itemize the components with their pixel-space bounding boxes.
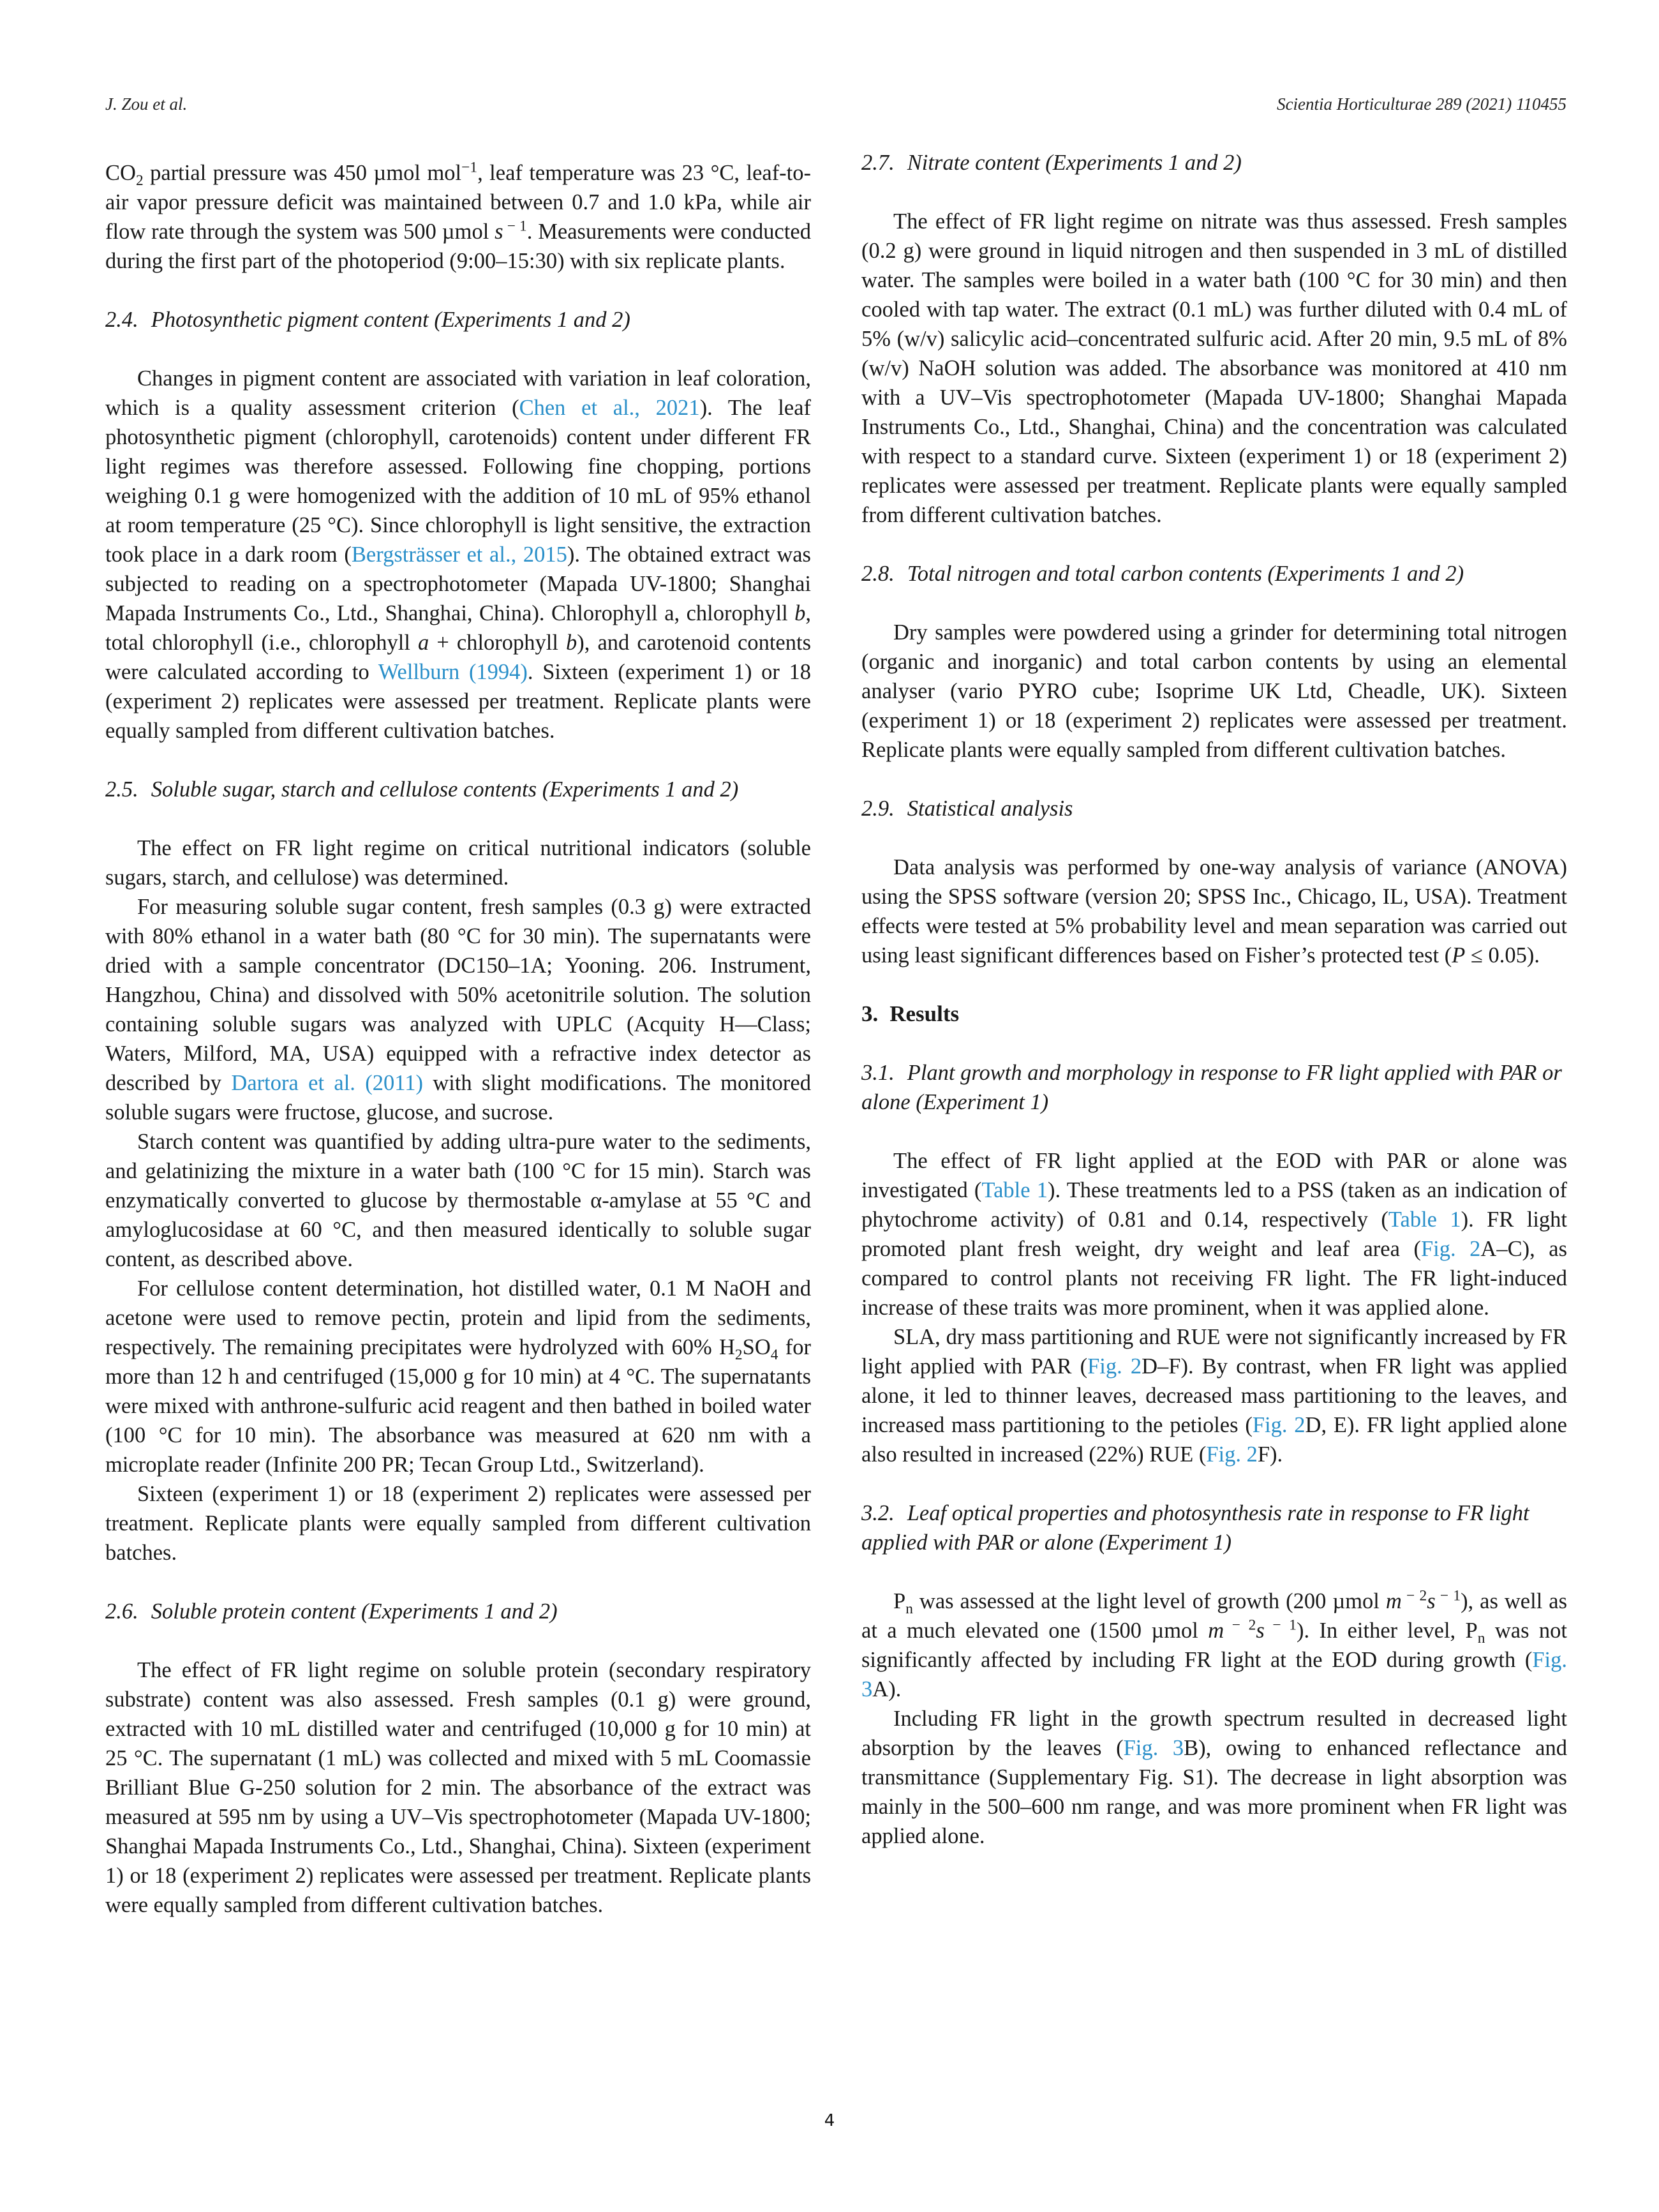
section-title: Nitrate content (Experiments 1 and 2) xyxy=(907,151,1242,175)
section-heading-2-6 xyxy=(105,1597,811,1626)
table-link[interactable]: Table 1 xyxy=(981,1178,1048,1202)
text: The effect of FR light applied at the EOD with PAR or alone was investigated ( xyxy=(861,1149,1567,1202)
section-title: Results xyxy=(889,1001,960,1026)
italic-text: b xyxy=(566,631,577,655)
text: . Measurements were conducted during the first part of the photoperiod (9:00–15:30) with six replicate plants. xyxy=(105,220,811,273)
text: P xyxy=(893,1589,906,1613)
text: D–F). By contrast, when FR light was applied alone, it led to thinner leaves, decreased mass partitioning to the leaves, and increased mass partitioning to the petioles ( xyxy=(861,1354,1567,1437)
text: For cellulose content determination, hot distilled water, 0.1 M NaOH and acetone were used to remove pectin, protein and lipid from the sediments, respectively. The remaining precipitates were hydrolyzed with 60% H xyxy=(105,1276,811,1359)
text: ). The leaf photosynthetic pigment (chlorophyll, carotenoids) content under different FR light regimes was therefore assessed. Following fine chopping, portions weighing 0.1 g were homogenized with the addition of 10 mL of 95% ethanol at room temperature (25 °C). Since chlorophyll is light sensitive, the extraction took place in a dark room ( xyxy=(105,396,812,567)
paragraph: The effect of FR light regime on soluble protein (secondary respiratory substrate) content was also assessed. Fresh samples (0.1 g) were ground, extracted with 10 mL distilled water and centrifuged (10,000 g for 10 min) at 25 °C. The supernatant (1 mL) was collected and mixed with 5 mL Coomassie Brilliant Blue G-250 solution for 2 min. The absorbance of the extract was measured at 595 nm by using a UV–Vis spectrophotometer (Mapada UV-1800; Shanghai Mapada Instruments Co., Ltd., Shanghai, China). Sixteen (experiment 1) or 18 (experiment 2) replicates were assessed per treatment. Replicate plants were equally sampled from different cultivation batches. xyxy=(105,1658,811,1917)
section-number: 2.6. xyxy=(105,1599,138,1624)
superscript: −1 xyxy=(461,159,478,176)
subscript: n xyxy=(905,1600,913,1617)
text: A). xyxy=(872,1677,902,1701)
section-number: 2.9. xyxy=(861,796,895,821)
paragraph xyxy=(105,364,811,745)
superscript: − 1 xyxy=(1435,1587,1461,1604)
text: A–C), as compared to control plants not receiving FR light. The FR light-induced increase of these traits was more prominent, when it was applied alone. xyxy=(861,1237,1568,1320)
paragraph xyxy=(861,1146,1567,1322)
italic-text: s xyxy=(1256,1618,1265,1643)
section-number: 3. xyxy=(861,1001,879,1026)
superscript: − 2 xyxy=(1401,1587,1427,1604)
paragraph xyxy=(861,1587,1567,1704)
subscript: 2 xyxy=(734,1346,743,1363)
text: , total chlorophyll (i.e., chlorophyll xyxy=(105,601,811,655)
paragraph xyxy=(861,1322,1567,1469)
italic-text: m xyxy=(1208,1618,1224,1643)
section-heading-3-1 xyxy=(861,1058,1567,1117)
text: SLA, dry mass partitioning and RUE were not significantly increased by FR light applied with PAR ( xyxy=(861,1325,1567,1379)
left-column xyxy=(105,158,811,1920)
citation-link[interactable]: Chen et al., 2021 xyxy=(519,396,700,420)
running-head-authors: J. Zou et al. xyxy=(105,94,188,114)
text: ), as well as at a much elevated one (1500 µmol xyxy=(861,1589,1567,1643)
citation-link[interactable]: Bergsträsser et al., 2015 xyxy=(351,542,567,567)
section-number: 2.7. xyxy=(861,151,895,175)
section-heading-3 xyxy=(861,999,1567,1029)
italic-text: b xyxy=(794,601,806,625)
text: ≤ 0.05). xyxy=(1465,943,1540,968)
paragraph xyxy=(861,1704,1567,1851)
text: ), and carotenoid contents were calculated according to xyxy=(105,631,811,684)
text: . Sixteen (experiment 1) or 18 (experiment 2) replicates were assessed per treatment. Replicate plants were equally sampled from different cultivation batches. xyxy=(105,660,812,743)
running-head-journal: Scientia Horticulturae 289 (2021) 110455 xyxy=(1277,94,1566,114)
paragraph xyxy=(105,1274,811,1479)
text: for more than 12 h and centrifuged (15,000 g for 10 min) at 4 °C. The supernatants were mixed with anthrone-sulfuric acid reagent and then bathed in boiled water (100 °C for 10 min). The absorbance was measured at 620 nm with a microplate reader (Infinite 200 PR; Tecan Group Ltd., Switzerland). xyxy=(105,1335,811,1477)
text: , leaf temperature was 23 °C, leaf-to-air vapor pressure deficit was maintained between 0.7 and 1.0 kPa, while air flow rate through the system was 500 µmol xyxy=(105,161,811,244)
section-title: Soluble sugar, starch and cellulose contents (Experiments 1 and 2) xyxy=(151,777,739,802)
section-heading-2-7 xyxy=(861,148,1567,177)
paragraph: Starch content was quantified by adding ultra-pure water to the sediments, and gelatinizing the mixture in a water bath (100 °C for 15 min). Starch was enzymatically converted to glucose by thermostable α-amylase at 55 °C and amyloglucosidase at 60 °C, and then measured identically to soluble sugar content, as described above. xyxy=(105,1130,811,1271)
text: ). The obtained extract was subjected to reading on a spectrophotometer (Mapada UV-1800; Shanghai Mapada Instruments Co., Ltd., Shanghai, China). Chlorophyll a, chlorophyll xyxy=(105,542,811,625)
paragraph: Dry samples were powdered using a grinder for determining total nitrogen (organic and inorganic) and total carbon contents by using an elemental analyser (vario PYRO cube; Isoprime UK Ltd, Cheadle, UK). Sixteen (experiment 1) or 18 (experiment 2) replicates were assessed per treatment. Replicate plants were equally sampled from different cultivation batches. xyxy=(861,620,1567,762)
text: Changes in pigment content are associated with variation in leaf coloration, which is a quality assessment criterion ( xyxy=(105,366,811,420)
paragraph xyxy=(105,892,811,1127)
subscript: 4 xyxy=(770,1346,778,1363)
text: + chlorophyll xyxy=(429,631,567,655)
superscript: − 1 xyxy=(1264,1617,1297,1634)
section-title: Leaf optical properties and photosynthesis rate in response to FR light applied with PAR or alone (Experiment 1) xyxy=(861,1501,1529,1555)
italic-text: s xyxy=(495,220,503,244)
text: with slight modifications. The monitored soluble sugars were fructose, glucose, and sucrose. xyxy=(105,1071,811,1125)
right-column xyxy=(861,148,1567,1851)
citation-link[interactable]: Dartora et al. (2011) xyxy=(231,1071,423,1095)
section-number: 3.1. xyxy=(861,1061,895,1085)
paragraph: The effect on FR light regime on critical nutritional indicators (soluble sugars, starch, and cellulose) was determined. xyxy=(105,836,811,890)
citation-link[interactable]: Wellburn (1994) xyxy=(378,660,528,684)
section-title: Statistical analysis xyxy=(907,796,1073,821)
section-heading-2-9 xyxy=(861,794,1567,823)
section-number: 2.8. xyxy=(861,562,895,586)
figure-link[interactable]: Fig. 2 xyxy=(1252,1413,1306,1437)
text: ). FR light promoted plant fresh weight, dry weight and leaf area ( xyxy=(861,1207,1567,1261)
text: ). These treatments led to a PSS (taken as an indication of phytochrome activity) of 0.81 and 0.14, respectively ( xyxy=(861,1178,1567,1232)
figure-link[interactable]: Fig. 3 xyxy=(1123,1736,1184,1760)
italic-text: P xyxy=(1452,943,1466,968)
superscript: − 2 xyxy=(1224,1617,1256,1634)
text: For measuring soluble sugar content, fresh samples (0.3 g) were extracted with 80% ethanol in a water bath (80 °C for 30 min). The supernatants were dried with a sample concentrator (DC150–1A; Yooning. 206. Instrument, Hangzhou, China) and dissolved with 50% acetonitrile solution. The solution containing soluble sugars was analyzed with UPLC (Acquity H—Class; Waters, Milford, MA, USA) equipped with a refractive index detector as described by xyxy=(105,895,811,1095)
section-heading-2-4 xyxy=(105,305,811,334)
text: B), owing to enhanced reflectance and transmittance (Supplementary Fig. S1). The decrease in light absorption was mainly in the 500–600 nm range, and was more prominent when FR light was applied alone. xyxy=(861,1736,1567,1848)
section-title: Total nitrogen and total carbon contents (Experiments 1 and 2) xyxy=(907,562,1464,586)
section-number: 2.5. xyxy=(105,777,138,802)
text: was not significantly affected by including FR light at the EOD during growth ( xyxy=(861,1618,1567,1672)
text: was assessed at the light level of growth (200 µmol xyxy=(912,1589,1386,1613)
figure-link[interactable]: Fig. 2 xyxy=(1087,1354,1142,1379)
italic-text: s xyxy=(1427,1589,1436,1613)
text: Data analysis was performed by one-way analysis of variance (ANOVA) using the SPSS software (version 20; SPSS Inc., Chicago, IL, USA). Treatment effects were tested at 5% probability level and mean separation was carried out using least significant differences based on Fisher’s protected test ( xyxy=(861,855,1567,968)
figure-link[interactable]: Fig. 2 xyxy=(1420,1237,1481,1261)
superscript: − 1 xyxy=(503,218,527,235)
figure-link[interactable]: Fig. 3 xyxy=(861,1648,1567,1701)
text: partial pressure was 450 µmol mol xyxy=(143,161,462,185)
section-title: Photosynthetic pigment content (Experiments 1 and 2) xyxy=(151,308,630,332)
page-number: 4 xyxy=(824,2111,835,2130)
section-number: 3.2. xyxy=(861,1501,895,1525)
text: D, E). FR light applied alone also resulted in increased (22%) RUE ( xyxy=(861,1413,1567,1467)
section-heading-2-8 xyxy=(861,559,1567,588)
text: Including FR light in the growth spectrum resulted in decreased light absorption by the leaves ( xyxy=(861,1707,1567,1760)
section-title: Soluble protein content (Experiments 1 and 2) xyxy=(151,1599,558,1624)
text: F). xyxy=(1257,1442,1283,1467)
figure-link[interactable]: Fig. 2 xyxy=(1206,1442,1258,1467)
paragraph xyxy=(861,853,1567,970)
italic-text: a xyxy=(418,631,429,655)
section-heading-3-2 xyxy=(861,1498,1567,1557)
section-number: 2.4. xyxy=(105,308,138,332)
table-link[interactable]: Table 1 xyxy=(1388,1207,1461,1232)
section-title: Plant growth and morphology in response to FR light applied with PAR or alone (Experiment 1) xyxy=(861,1061,1562,1114)
intro-paragraph xyxy=(105,158,811,276)
text: CO xyxy=(105,161,136,185)
text: SO xyxy=(742,1335,771,1359)
subscript: n xyxy=(1477,1629,1485,1647)
text: ). In either level, P xyxy=(1297,1618,1478,1643)
section-heading-2-5 xyxy=(105,775,811,804)
paragraph: The effect of FR light regime on nitrate was thus assessed. Fresh samples (0.2 g) were ground in liquid nitrogen and then suspended in 3 mL of distilled water. The samples were boiled in a water bath (100 °C for 30 min) and then cooled with tap water. The extract (0.1 mL) was further diluted with 0.4 mL of 5% (w/v) salicylic acid–concentrated sulfuric acid. After 20 min, 9.5 mL of 8% (w/v) NaOH solution was added. The absorbance was monitored at 410 nm with a UV–Vis spectrophotometer (Mapada UV-1800; Shanghai Mapada Instruments Co., Ltd., Shanghai, China) and the concentration was calculated with respect to a standard curve. Sixteen (experiment 1) or 18 (experiment 2) replicates were assessed per treatment. Replicate plants were equally sampled from different cultivation batches. xyxy=(861,209,1567,527)
paragraph: Sixteen (experiment 1) or 18 (experiment 2) replicates were assessed per treatment. Replicate plants were equally sampled from different cultivation batches. xyxy=(105,1482,811,1565)
italic-text: m xyxy=(1385,1589,1402,1613)
subscript: 2 xyxy=(135,172,144,189)
